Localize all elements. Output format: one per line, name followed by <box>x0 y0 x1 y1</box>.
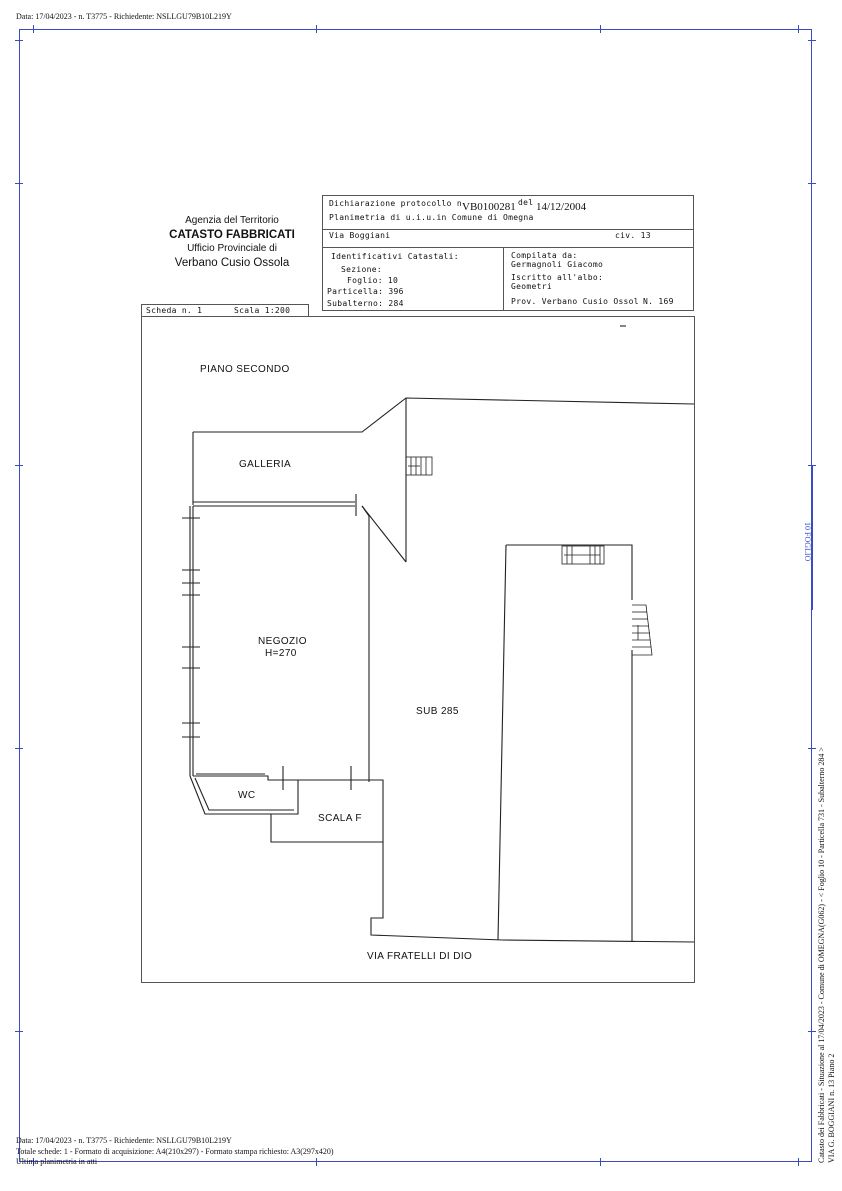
compiler-province: Prov. Verbano Cusio Ossol <box>511 297 639 306</box>
side-address-line: VIA G. BOGGIANI n. 13 Piano 2 <box>827 1053 836 1163</box>
footer-line-3: Ultima planimetria in atti <box>16 1157 98 1166</box>
sheet-number: Scheda n. 1 <box>146 306 203 315</box>
room-scala-f: SCALA F <box>318 813 362 824</box>
agency-name: Agenzia del Territorio <box>185 215 279 226</box>
civic-number: civ. 13 <box>615 231 651 240</box>
foglio: Foglio: 10 <box>347 276 399 285</box>
sezione: Sezione: <box>341 265 382 274</box>
wall <box>193 776 330 780</box>
catasto-title: CATASTO FABBRICATI <box>169 229 295 241</box>
stair-upper <box>406 457 432 475</box>
particella: Particella: 396 <box>327 287 404 296</box>
footer-line-1: Data: 17/04/2023 - n. T3775 - Richiedente: NSLLGU79B10L219Y <box>16 1136 232 1145</box>
side-stamp: 10 FOGLIO <box>803 522 812 562</box>
room-wc: WC <box>238 790 256 801</box>
side-info-line: Catasto dei Fabbricati - Situazione al 17/04/2023 - Comune di OMEGNA(G062) - < Foglio 10 - Particella 731 - Subalterno 284 > <box>817 747 826 1163</box>
identifiers-title: Identificativi Catastali: <box>331 252 459 261</box>
compiler-name: Germagnoli Giacomo <box>511 260 604 269</box>
street-label: VIA FRATELLI DI DIO <box>367 951 473 962</box>
protocol-label: Dichiarazione protocollo n. <box>329 199 468 208</box>
wall <box>498 545 506 940</box>
wall <box>371 842 694 942</box>
protocol-number: VB0100281 <box>462 201 516 213</box>
wall <box>271 780 383 842</box>
office-label: Ufficio Provinciale di <box>187 243 277 254</box>
protocol-date: 14/12/2004 <box>536 201 587 213</box>
wall <box>506 545 632 600</box>
room-galleria: GALLERIA <box>239 459 292 470</box>
floor-label: PIANO SECONDO <box>200 364 290 375</box>
wall <box>193 398 694 432</box>
albo-value: Geometri <box>511 282 552 291</box>
room-height: H=270 <box>265 648 297 659</box>
stair-right <box>632 605 652 655</box>
subalterno: Subalterno: 284 <box>327 299 404 308</box>
header-top-line: Data: 17/04/2023 - n. T3775 - Richiedente: NSLLGU79B10L219Y <box>16 12 232 21</box>
compiler-label: Compilata da: <box>511 251 578 260</box>
room-negozio: NEGOZIO <box>258 636 307 647</box>
street-address: Via Boggiani <box>329 231 391 240</box>
footer-line-2: Totale schede: 1 - Formato di acquisizione: A4(210x297) - Formato stampa richiesto: A3(297x420) <box>16 1147 334 1156</box>
date-label: del <box>518 198 534 207</box>
albo-label: Iscritto all'albo: <box>511 273 604 282</box>
stair-middle <box>562 546 604 564</box>
sheet-scale: Scala 1:200 <box>234 306 291 315</box>
planimetry-title: Planimetria di u.i.u.in Comune di Omegna <box>329 213 534 222</box>
compiler-number: N. 169 <box>643 297 674 306</box>
room-sub-285: SUB 285 <box>416 706 459 717</box>
office-province: Verbano Cusio Ossola <box>174 257 290 269</box>
